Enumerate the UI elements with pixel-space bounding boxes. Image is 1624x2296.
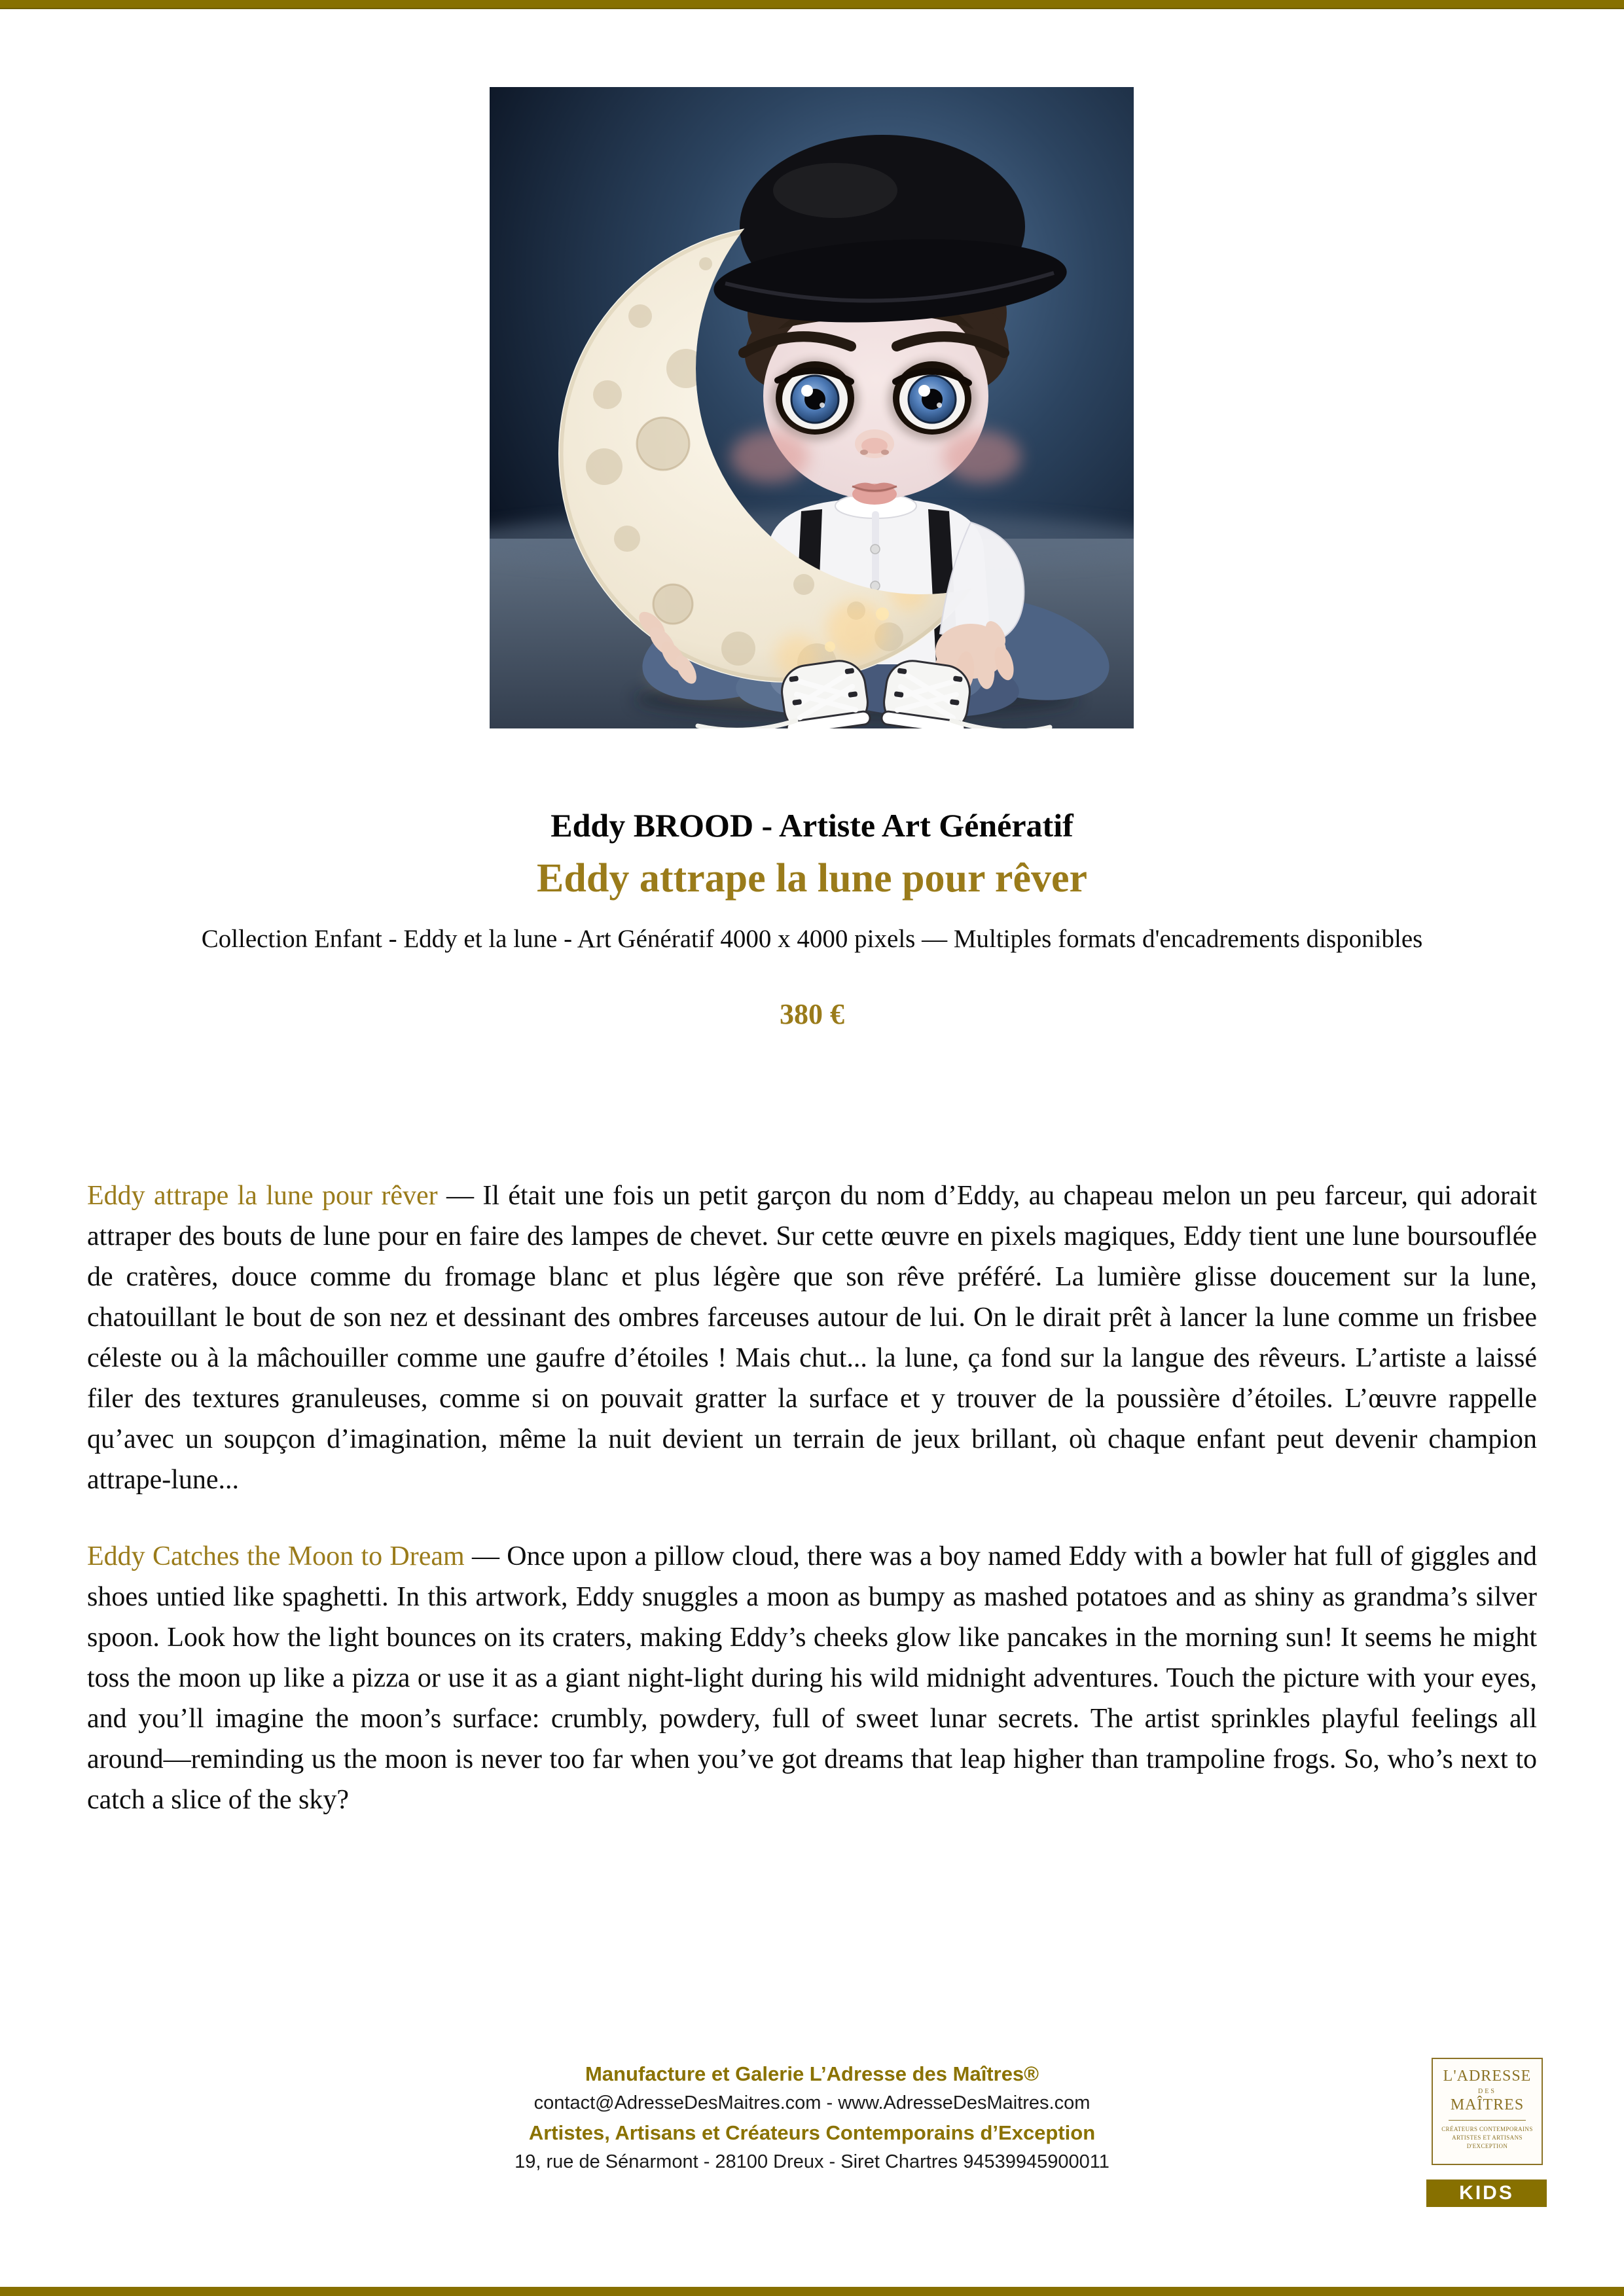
description-en-lead: Eddy Catches the Moon to Dream xyxy=(87,1541,465,1571)
logo-subline-1: CRÉATEURS CONTEMPORAINS xyxy=(1441,2126,1533,2132)
description-en-body: — Once upon a pillow cloud, there was a boy named Eddy with a bowler hat full of giggles and shoes untied like spaghetti. In this artwork, Eddy snuggles a moon as bumpy as mashed potatoes and as shiny as grandma’s silver spoon. Look how the light bounces on its craters, making Eddy’s cheeks glow like pancakes in the morning sun! It seems he might toss the moon up like a pizza or use it as a giant night-light during his wild midnight adventures. Touch the picture with your eyes, and you’ll imagine the moon’s surface: crumbly, powdery, full of sweet lunar secrets. The artist sprinkles playful feelings all around—reminding us the moon is never too far when you’ve got dreams that leap higher than trampoline frogs. So, who’s next to catch a slice of the sky? xyxy=(87,1541,1538,1815)
gallery-logo xyxy=(1432,2058,1543,2165)
logo-subline-3: D'EXCEPTION xyxy=(1466,2143,1508,2149)
footer xyxy=(0,2059,1624,2177)
logo-line-adresse: L'ADRESSE xyxy=(1443,2068,1532,2085)
artwork xyxy=(490,87,1134,728)
description-fr-body: — Il était une fois un petit garçon du nom d’Eddy, au chapeau melon un peu farceur, qui adorait attraper des bouts de lune pour en faire des lampes de chevet. Sur cette œuvre en pixels magiques, Eddy tient une lune boursouflée de cratères, douce comme du fromage blanc et plus légère que son rêve préféré. La lumière glisse doucement sur la lune, chatouillant le bout de son nez et dessinant des ombres farceuses autour de lui. On le dirait prêt à lancer la lune comme un frisbee céleste ou à la mâchouiller comme une gaufre d’étoiles ! Mais chut... la lune, ça fond sur la langue des rêveurs. L’artiste a laissé filer des textures granuleuses, comme si on pouvait gratter la surface et y trouver de la poussière d’étoiles. L’œuvre rappelle qu’avec un soupçon d’imagination, même la nuit devient un terrain de jeux brillant, où chaque enfant peut devenir champion attrape-lune... xyxy=(87,1181,1537,1495)
description-paragraph-fr xyxy=(87,1175,1537,1500)
logo-line-maitres: MAÎTRES xyxy=(1450,2096,1525,2113)
footer-website-link[interactable]: www.AdresseDesMaitres.com xyxy=(838,2092,1091,2113)
description-section xyxy=(87,1175,1537,1820)
description-fr-lead: Eddy attrape la lune pour rêver xyxy=(87,1181,438,1211)
artwork-title: Eddy attrape la lune pour rêver xyxy=(537,856,1087,901)
description-paragraph-en xyxy=(87,1536,1537,1820)
artwork-subtitle: Collection Enfant - Eddy et la lune - Art Génératif 4000 x 4000 pixels — Multiples formats d'encadrements disponibles xyxy=(201,925,1423,953)
artist-name-line: Eddy BROOD - Artiste Art Génératif xyxy=(550,807,1074,844)
top-gold-bar xyxy=(0,0,1624,9)
footer-email-link[interactable]: contact@AdresseDesMaitres.com xyxy=(533,2092,821,2113)
footer-tagline: Artistes, Artisans et Créateurs Contemporains d’Exception xyxy=(528,2121,1096,2144)
logo-divider xyxy=(1449,2120,1526,2121)
footer-gallery-name: Manufacture et Galerie L’Adresse des Maîtres® xyxy=(585,2062,1039,2085)
footer-contact-separator: - xyxy=(821,2092,839,2113)
artwork-svg xyxy=(490,87,1134,728)
logo-subline-2: ARTISTES ET ARTISANS xyxy=(1452,2134,1523,2141)
logo-line-des: DES xyxy=(1478,2088,1496,2095)
artwork-price: 380 € xyxy=(780,998,844,1030)
footer-contact-line xyxy=(0,2089,1624,2118)
footer-address-line: 19, rue de Sénarmont - 28100 Dreux - Siret Chartres 94539945900011 xyxy=(514,2151,1110,2172)
kids-collection-badge: KIDS xyxy=(1426,2179,1547,2207)
bottom-gold-bar xyxy=(0,2287,1624,2296)
